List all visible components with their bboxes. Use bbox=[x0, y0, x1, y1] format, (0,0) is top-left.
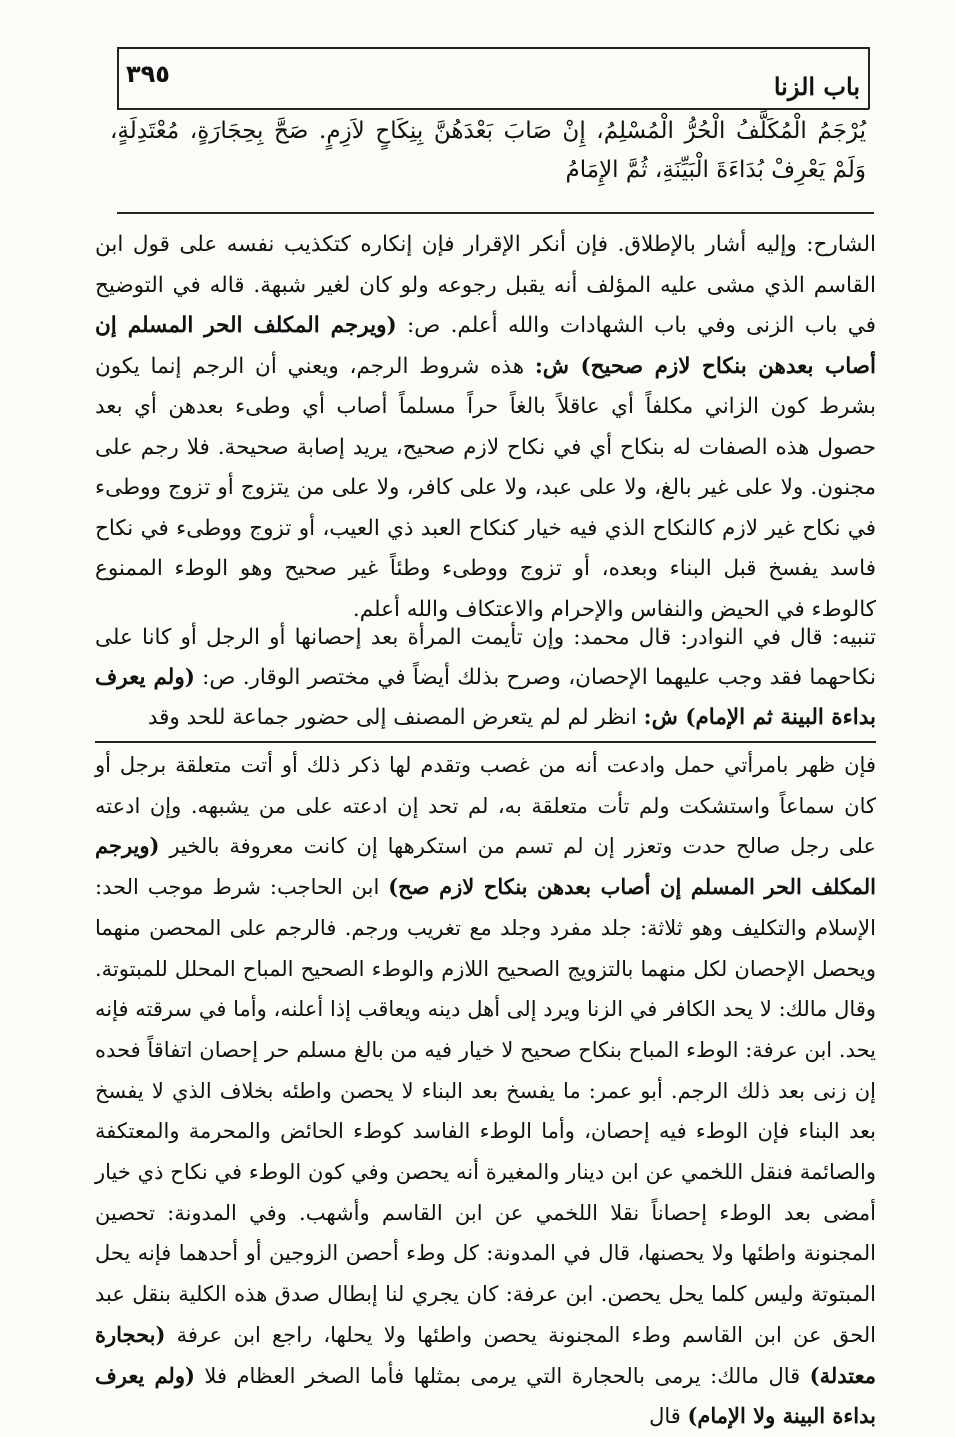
chapter-title: باب الزنا bbox=[773, 72, 860, 101]
header-frame-top bbox=[117, 47, 869, 49]
tanbih-text: انظر لم لم يتعرض المصنف إلى حضور جماعة للحد وقد bbox=[147, 705, 644, 730]
footnote-quote: (بحجارة معتدلة) bbox=[95, 1321, 876, 1388]
commentary-text: هذه شروط الرجم، ويعني أن الرجم إنما يكون بشرط كون الزاني مكلفاً أي عاقلاً بالغاً حراً مسلماً أصاب أي وطىء بعدهن أي بعد حصول هذه الصفات له بنكاح أي في نكاح لازم صحيح، يريد إصابة صحيحة. فلا رجم على مجنون. ولا على غير بالغ، ولا على عبد، ولا على كافر، ولا على من يتزوج أو تزوج ووطىء في نكاح غير لازم كالنكاح الذي فيه خيار كنكاح العبد ذي العيب، أو تزوج ووطىء في نكاح فاسد يفسخ قبل البناء وبعده، أو تزوج ووطىء وطئاً غير صحيح وهو الوطء الممنوع كالوطء في الحيض والنفاس والإحرام والاعتكاف والله أعلم. bbox=[95, 353, 876, 622]
tanbih-text: تنبيه: قال في النوادر: قال محمد: وإن تأيمت المرأة بعد إحصانها أو الرجل أو كانا على نكاحهما فقد وجب عليهما الإحصان، وصرح بذلك أيضاً في مختصر الوقار. ص: bbox=[95, 625, 876, 690]
footnote-text: قال bbox=[649, 1404, 688, 1429]
footnote-paragraph bbox=[95, 745, 876, 1437]
footnote-text: قال مالك: يرمى بالحجارة التي يرمى بمثلها فأما الصخر العظام فلا bbox=[194, 1363, 810, 1388]
footnote-text: ابن الحاجب: شرط موجب الحد: الإسلام والتكليف وهو ثلاثة: جلد مفرد وجلد مع تغريب ورجم. فالرجم على المحصن منهما ويحصل الإحصان لكل منهما بالتزويج الصحيح اللازم والوطء الصحيح المباح المحلل للمبتوتة. وقال مالك: لا يحد الكافر في الزنا ويرد إلى أهل دينه ويعاقب إذا أعلنه، وأما في سرقته فإنه يحد. ابن عرفة: الوطء المباح بنكاح صحيح لا خيار فيه من بالغ مسلم حر إحصان اتفاقاً فحده إن زنى بعد ذلك الرجم. أبو عمر: ما يفسخ بعد البناء لا يحصن واطئه بخلاف الذي لا يفسخ بعد البناء فإن الوطء فيه إحصان، وأما الوطء الفاسد كوطء الحائض والمحرمة والمعتكفة والصائمة فنقل اللخمي عن ابن دينار والمغيرة أنه يحصن وفي كون الوطء في نكاح ذي خيار أمضى بعد الوطء إحصاناً نقلا اللخمي عن ابن القاسم وأشهب. وفي المدونة: تحصين المجنونة واطئها ولا يحصنها، قال في المدونة: كل وطء أحصن الزوجين أو أحدهما فإنه يحل المبتوتة وليس كلما يحل يحصن. ابن عرفة: كان يجري لنا إبطال صدق هذه الكلية بنقل عبد الحق عن ابن القاسم وطء المجنونة يحصن واطئها ولا يحلها، راجع ابن عرفة bbox=[95, 875, 876, 1347]
footnote-quote: (ويرجم المكلف الحر المسلم إن أصاب بعدهن بنكاح لازم صح) bbox=[95, 833, 876, 900]
footnote-text: فإن ظهر بامرأتي حمل وادعت أنه من غصب وتقدم لها ذكر ذلك أو أتت متعلقة برجل أو كان سماعاً واستشكت ولم تأت متعلقة به، لم تحد إن ادعته على من يشبهه. وإن ادعته على رجل صالح حدت وتعزر إن لم تسم من استكرهها إن كانت معروفة بالخير bbox=[95, 753, 876, 859]
footnote-quote: (ولم يعرف بداءة البينة ولا الإمام) bbox=[95, 1362, 876, 1429]
commentary-text: الشارح: وإليه أشار بالإطلاق. فإن أنكر الإقرار فإن إنكاره كتكذيب نفسه على قول ابن القاسم الذي مشى عليه المؤلف أنه يقبل رجوعه ولو كان لغير شبهة. قاله في التوضيح في باب الزنى وفي باب الشهادات والله أعلم. ص: bbox=[95, 232, 876, 338]
tanbih-section bbox=[95, 618, 876, 738]
commentary-section bbox=[95, 225, 876, 630]
header-frame-bottom bbox=[117, 108, 869, 110]
matn-text bbox=[110, 112, 866, 190]
header-frame-right bbox=[868, 47, 870, 109]
tanbih-paragraph bbox=[95, 618, 876, 738]
footnote-section bbox=[95, 745, 876, 1437]
tanbih-quote: (ولم يعرف بداءة البينة ثم الإمام) ش: bbox=[95, 665, 876, 730]
matn-paragraph: يُرْجَمُ الْمُكَلَّفُ الْحُرُّ الْمُسْلِمُ، إِنْ صَابَ بَعْدَهُنَّ بِنِكَاحٍ لاَزِمٍ. صَحَّ بِحِجَارَةٍ، مُعْتَدِلَةٍ، وَلَمْ يَعْرِفْ بُدَاءَةَ الْبَيِّنَةِ، ثُمَّ الإِمَامُ bbox=[110, 118, 866, 183]
commentary-quote: (ويرجم المكلف الحر المسلم إن أصاب بعدهن بنكاح لازم صحيح) ش: bbox=[95, 313, 876, 379]
matn-divider bbox=[117, 212, 874, 214]
footnote-divider bbox=[95, 741, 876, 743]
header-frame-left bbox=[117, 47, 119, 109]
page-number: ٣٩٥ bbox=[126, 60, 170, 88]
commentary-paragraph bbox=[95, 225, 876, 630]
